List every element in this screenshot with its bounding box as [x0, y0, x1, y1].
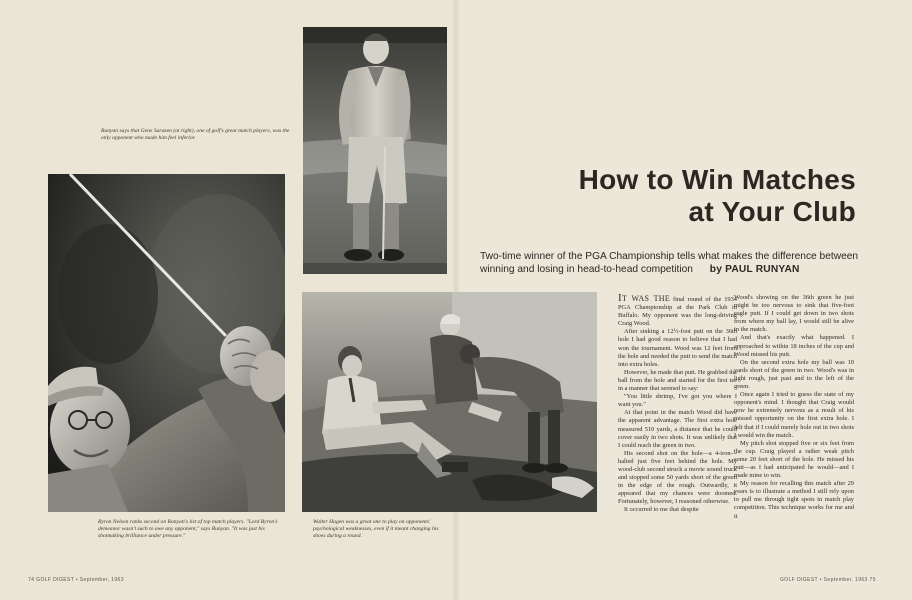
article-headline: [470, 164, 856, 228]
caption-hagen: Walter Hagen was a great one to play on opponents' psychological weaknesses, even if it meant changing his shoes during a round.: [313, 519, 439, 540]
folio-right: GOLF DIGEST • September, 1963 75: [780, 577, 876, 583]
paragraph: It occurred to me that despite: [624, 506, 699, 514]
paragraph: Wood's showing on the 36th green he just might be too nervous to sink that five-foot eagle putt. If I could get down in two shots from where my ball lay, I would still be alive in the match.: [734, 294, 854, 334]
paragraph: "You little shrimp, I've got you where I want you.": [618, 393, 737, 409]
paragraph: However, he made that putt. He grabbed the ball from the hole and started for the first tee in a manner that seemed to say:: [618, 368, 737, 393]
lead-in: It was the: [618, 292, 671, 304]
paragraph: At that point in the match Wood did have the apparent advantage. The first extra hole measured 510 yards, a distance that he could cover easily in two shots. It was unlikely that I could reach the green in two.: [618, 409, 737, 449]
paragraph: Once again I tried to guess the state of my opponent's mind. I thought that Craig would now be extremely nervous as a result of his missed opportunity on the first extra hole. I felt that if I could merely hole out in two shots I would win the match.: [734, 391, 854, 439]
paragraph: [618, 294, 737, 328]
paragraph-text: final round of the 1934 PGA Championship at the Park Club in Buffalo. My opponent was the long-driving Craig Wood.: [618, 296, 737, 328]
paragraph: On the second extra hole my ball was 10 yards short of the green in two. Wood's was in light rough, just past and to the left of the green.: [734, 358, 854, 391]
folio-left: 74 GOLF DIGEST • September, 1963: [28, 577, 124, 583]
headline-line-1: How to Win Matches: [578, 164, 856, 195]
photo-walter-hagen: [302, 292, 597, 512]
paragraph: My reason for recalling this match after 29 years is to illustrate a method I still rely upon to pull me through tight spots in match play competition. This technique works for me and it: [734, 480, 854, 520]
article-deck: [480, 250, 860, 276]
caption-sarazen: Runyan says that Gene Sarazen (at right), one of golf's great match players, was the only opponent who made him feel inferior.: [101, 128, 290, 142]
photo-byron-nelson-image: [48, 174, 285, 512]
byline: by PAUL RUNYAN: [709, 264, 800, 275]
paragraph: My pitch shot stopped five or six feet from the cup. Craig played a rather weak pitch some 20 feet short of the hole. He missed his putt—as I had anticipated he would—and I made mine to win.: [734, 439, 854, 480]
paragraph: And that's exactly what happened. I approached to within 18 inches of the cup and Wood missed his putt.: [734, 334, 854, 358]
paragraph: His second shot on the hole—a 4-iron—halted just five feet behind the hole. My wood-club second struck a movie sound truck and stopped some 50 yards short of the green in the edge of the rough. Outwardly, it appeared that my chances were doomed. Fortunately, however, I reasoned otherwise.: [618, 449, 737, 506]
caption-nelson: Byron Nelson ranks second on Runyan's list of top match players. "Lord Byron's demeanor wasn't such to awe any opponent," says Runyan. "It was just his shotmaking brilliance under pressure.": [98, 519, 278, 540]
photo-byron-nelson: [48, 174, 285, 512]
deck-text: Two-time winner of the PGA Championship tells what makes the difference between winning and losing in head-to-head competition: [480, 251, 859, 275]
headline-line-2: at Your Club: [688, 196, 856, 227]
body-column-1: [618, 294, 737, 515]
photo-gene-sarazen: [303, 27, 447, 274]
paragraph: After sinking a 12½-foot putt on the 36th hole I had good reason to believe that I had won the tournament. Wood was 12 feet from the hole and needed the putt to send the match into extra holes.: [618, 328, 737, 368]
body-column-2: [734, 294, 854, 521]
photo-gene-sarazen-image: [303, 27, 447, 274]
photo-walter-hagen-image: [302, 292, 597, 512]
